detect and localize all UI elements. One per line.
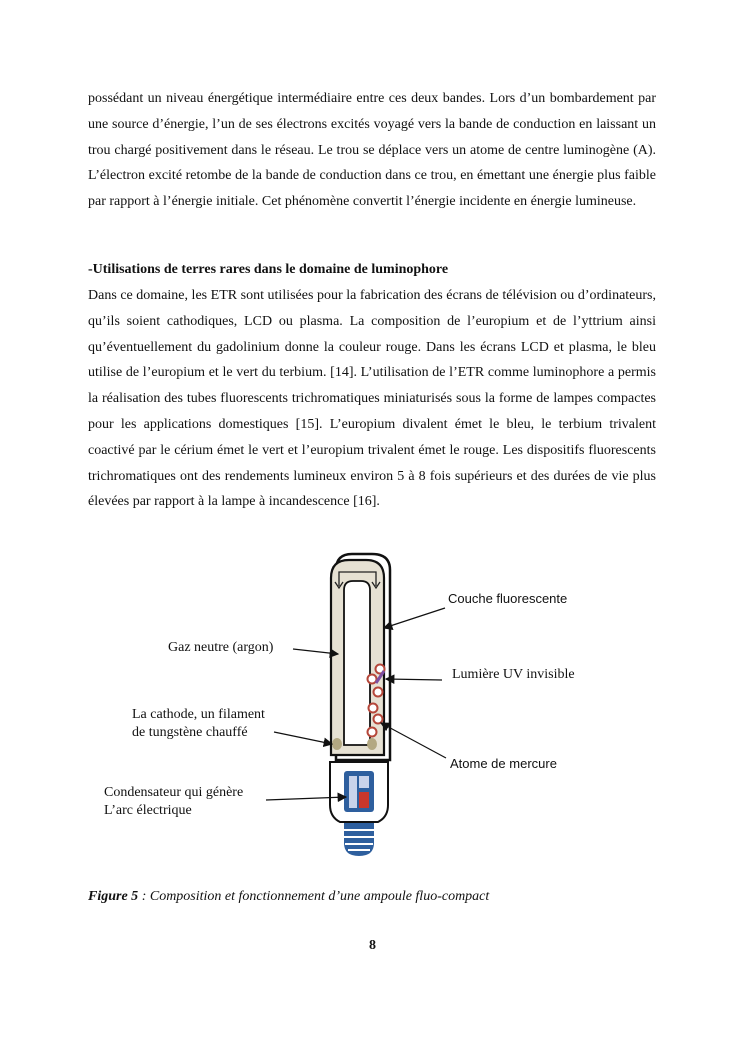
label-capacitor-line1: Condensateur qui génère	[104, 785, 244, 800]
capacitor	[344, 771, 374, 812]
section-heading: -Utilisations de terres rares dans le domaine de luminophore	[88, 262, 449, 277]
leader-fluorescent-layer	[384, 608, 445, 628]
caption-text: : Composition et fonctionnement d’une ampoule fluo-compact	[138, 889, 490, 904]
label-uv-light: Lumière UV invisible	[452, 667, 575, 682]
cathode-filament-left	[332, 738, 342, 750]
label-cathode-line1: La cathode, un filament	[132, 707, 265, 722]
label-fluorescent-layer: Couche fluorescente	[448, 591, 568, 606]
page-number: 8	[369, 938, 376, 953]
paragraph-1: possédant un niveau énergétique intermédiaire entre ces deux bandes. Lors d’un bombardement par une source d’énergie, l’un de ses électrons excités voyagé vers la bande de conduction en laissant un trou chargé positivement dans le réseau. Le trou se déplace vers un atome de centre luminogène (A). L’électron excité retombe de la bande de conduction dans ce trou, en émettant une énergie plus faible par rapport à l’énergie initiale. Cet phénomène convertit l’énergie incidente en énergie lumineuse.	[88, 91, 656, 210]
figure-lamp	[0, 540, 745, 880]
caption-label: Figure 5	[88, 889, 139, 904]
leader-uv-light	[386, 679, 442, 680]
label-capacitor-line2: L’arc électrique	[104, 803, 192, 818]
lamp-diagram	[0, 540, 745, 880]
tube-inner-gap	[344, 581, 370, 745]
cathode-filament-right	[367, 738, 377, 750]
label-cathode-line2: de tungstène chauffé	[132, 725, 248, 740]
paragraph-2: Dans ce domaine, les ETR sont utilisées pour la fabrication des écrans de télévision ou d’ordinateurs, qu’ils soient cathodiques, LCD ou plasma. La composition de l’europium et de l’yttrium ainsi qu’éventuellement du gadolinium donne la couleur rouge. Dans les écrans LCD et plasma, le bleu utilise de l’europium et le vert du terbium. [14]. L’utilisation de l’ETR comme luminophore a permis la réalisation des tubes fluorescents trichromatiques miniaturisés sous la forme de lampes compactes pour les applications domestiques [15]. L’europium divalent émet le bleu, le terbium trivalent coactivé par le cérium émet le vert et l’europium trivalent émet le rouge. Les dispositifs fluorescents trichromatiques ont des rendements lumineux environ 5 à 8 fois supérieurs et des durées de vie plus élevées par rapport à la lampe à incandescence [16].	[88, 288, 656, 510]
label-mercury-atom: Atome de mercure	[450, 756, 557, 771]
label-neutral-gas: Gaz neutre (argon)	[168, 640, 274, 655]
screw-base	[344, 823, 374, 856]
leader-cathode	[274, 732, 332, 744]
figure-caption	[88, 889, 489, 905]
